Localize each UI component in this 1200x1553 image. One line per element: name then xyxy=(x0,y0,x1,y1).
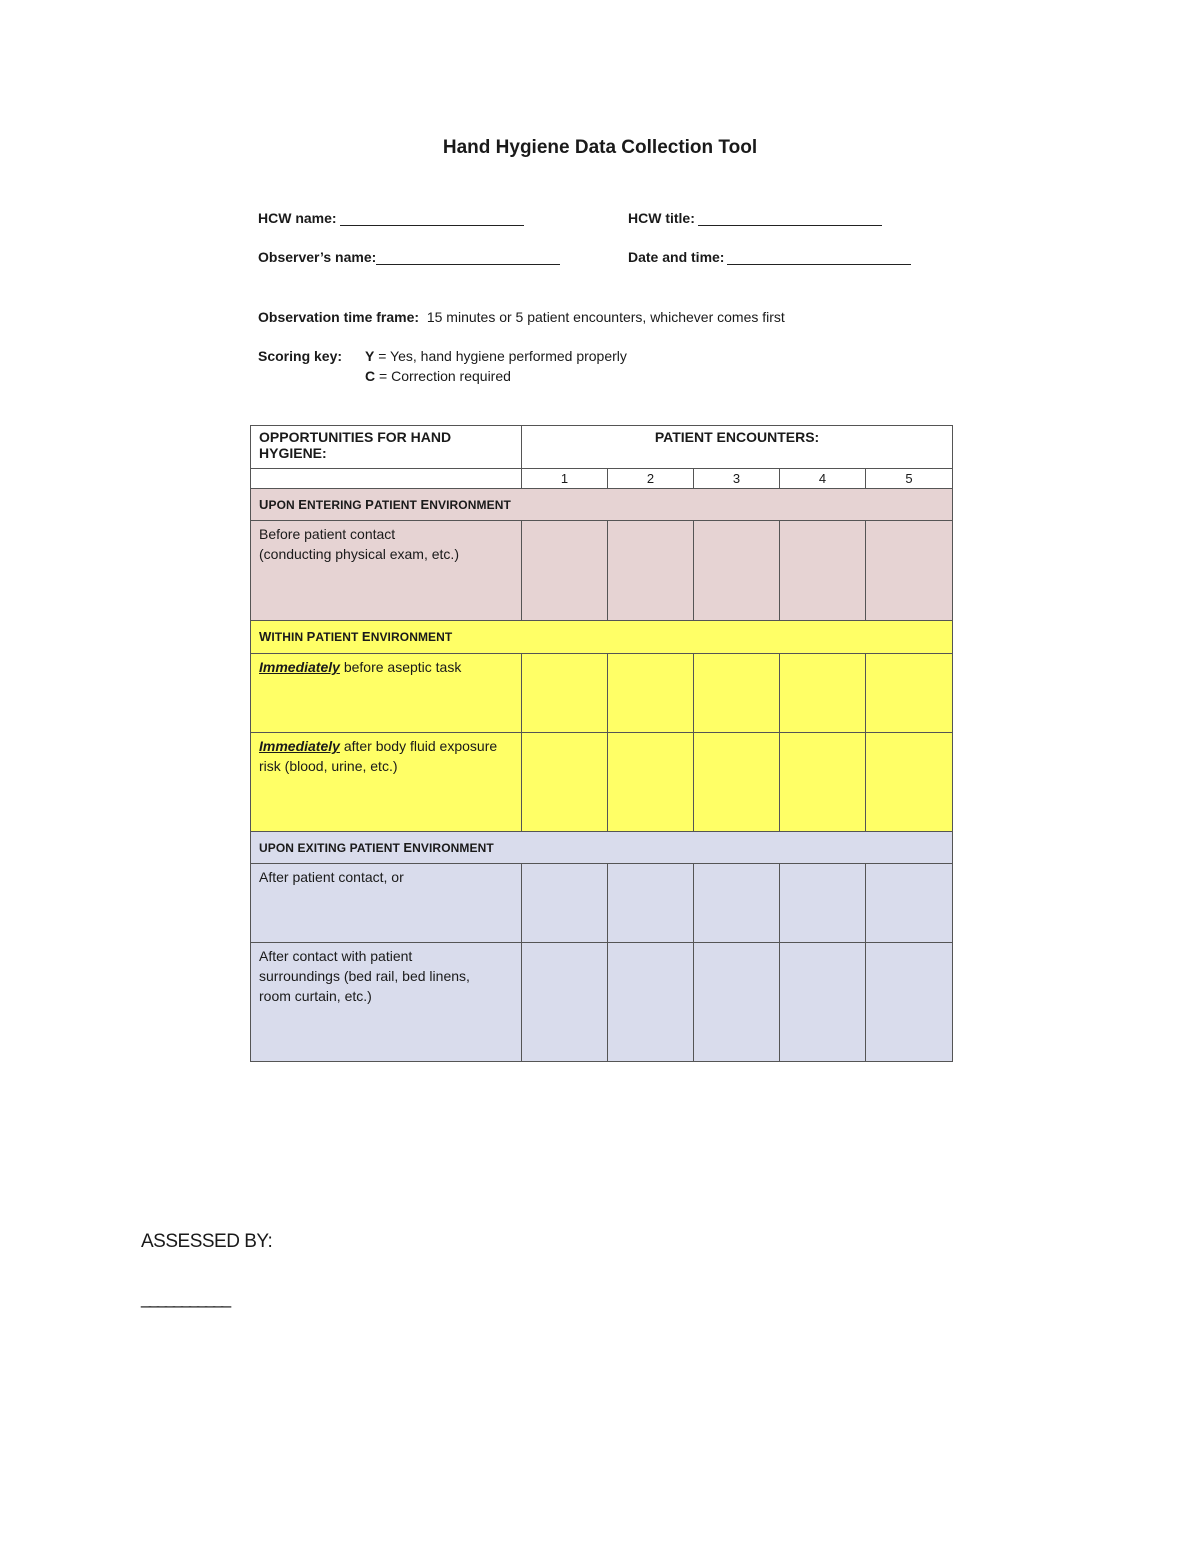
table-row xyxy=(251,733,953,832)
opportunity-before-aseptic-task: Immediately before aseptic task xyxy=(251,654,522,733)
score-cell[interactable] xyxy=(608,654,694,733)
scoring-y-text: = Yes, hand hygiene performed properly xyxy=(378,348,627,364)
encounter-number: 3 xyxy=(694,469,780,489)
encounter-number: 1 xyxy=(522,469,608,489)
score-cell[interactable] xyxy=(866,943,953,1062)
score-cell[interactable] xyxy=(694,943,780,1062)
opportunity-after-patient-contact: After patient contact, or xyxy=(251,864,522,943)
observer-name-field[interactable] xyxy=(258,249,560,265)
score-cell[interactable] xyxy=(866,654,953,733)
score-cell[interactable] xyxy=(780,733,866,832)
score-cell[interactable] xyxy=(694,733,780,832)
table-row xyxy=(251,864,953,943)
scoring-key-y xyxy=(365,348,627,364)
table-row xyxy=(251,943,953,1062)
observer-name-input-line[interactable] xyxy=(376,249,560,265)
scoring-key-c xyxy=(365,368,511,384)
table-row xyxy=(251,654,953,733)
scoring-c-code: C xyxy=(365,368,376,384)
score-cell[interactable] xyxy=(608,943,694,1062)
hcw-title-input-line[interactable] xyxy=(698,210,882,226)
score-cell[interactable] xyxy=(522,654,608,733)
score-cell[interactable] xyxy=(608,733,694,832)
score-cell[interactable] xyxy=(608,521,694,621)
hand-hygiene-table xyxy=(250,425,953,1062)
hcw-name-field[interactable] xyxy=(258,210,524,226)
opportunity-before-patient-contact: Before patient contact (conducting physical exam, etc.) xyxy=(251,521,522,621)
date-time-input-line[interactable] xyxy=(727,249,911,265)
encounter-number: 2 xyxy=(608,469,694,489)
score-cell[interactable] xyxy=(522,864,608,943)
score-cell[interactable] xyxy=(780,864,866,943)
hcw-title-field[interactable] xyxy=(628,210,882,226)
score-cell[interactable] xyxy=(608,864,694,943)
observation-timeframe xyxy=(258,309,785,325)
opportunities-header: OPPORTUNITIES FOR HAND HYGIENE: xyxy=(251,426,522,469)
score-cell[interactable] xyxy=(522,521,608,621)
blank-header-cell xyxy=(251,469,522,489)
scoring-y-code: Y xyxy=(365,348,375,364)
hcw-title-label: HCW title: xyxy=(628,210,695,226)
section-within-environment: WITHIN PATIENT ENVIRONMENT xyxy=(251,621,953,654)
score-cell[interactable] xyxy=(780,521,866,621)
encounter-number: 5 xyxy=(866,469,953,489)
score-cell[interactable] xyxy=(866,733,953,832)
score-cell[interactable] xyxy=(522,943,608,1062)
assessed-by-label: ASSESSED BY: xyxy=(141,1231,273,1252)
timeframe-value: 15 minutes or 5 patient encounters, whichever comes first xyxy=(426,309,785,325)
score-cell[interactable] xyxy=(866,864,953,943)
timeframe-label: Observation time frame: xyxy=(258,309,420,325)
section-upon-exiting: UPON EXITING PATIENT ENVIRONMENT xyxy=(251,832,953,864)
patient-encounters-header: PATIENT ENCOUNTERS: xyxy=(522,426,953,469)
score-cell[interactable] xyxy=(522,733,608,832)
hcw-name-input-line[interactable] xyxy=(340,210,524,226)
scoring-c-text: = Correction required xyxy=(379,368,511,384)
date-time-label: Date and time: xyxy=(628,249,725,265)
opportunity-after-body-fluid: Immediately after body fluid exposure risk (blood, urine, etc.) xyxy=(251,733,522,832)
score-cell[interactable] xyxy=(694,654,780,733)
opportunity-after-surroundings: After contact with patient surroundings (bed rail, bed linens, room curtain, etc.) xyxy=(251,943,522,1062)
score-cell[interactable] xyxy=(780,654,866,733)
table-row xyxy=(251,521,953,621)
date-time-field[interactable] xyxy=(628,249,911,265)
scoring-key xyxy=(258,348,342,364)
observer-name-label: Observer’s name: xyxy=(258,249,377,265)
score-cell[interactable] xyxy=(780,943,866,1062)
assessed-by-signature-line[interactable]: ___________ xyxy=(141,1288,230,1308)
hcw-name-label: HCW name: xyxy=(258,210,337,226)
score-cell[interactable] xyxy=(694,864,780,943)
encounter-number: 4 xyxy=(780,469,866,489)
scoring-key-label: Scoring key: xyxy=(258,348,343,364)
score-cell[interactable] xyxy=(866,521,953,621)
page-title: Hand Hygiene Data Collection Tool xyxy=(442,137,758,158)
section-upon-entering: UPON ENTERING PATIENT ENVIRONMENT xyxy=(251,489,953,521)
score-cell[interactable] xyxy=(694,521,780,621)
